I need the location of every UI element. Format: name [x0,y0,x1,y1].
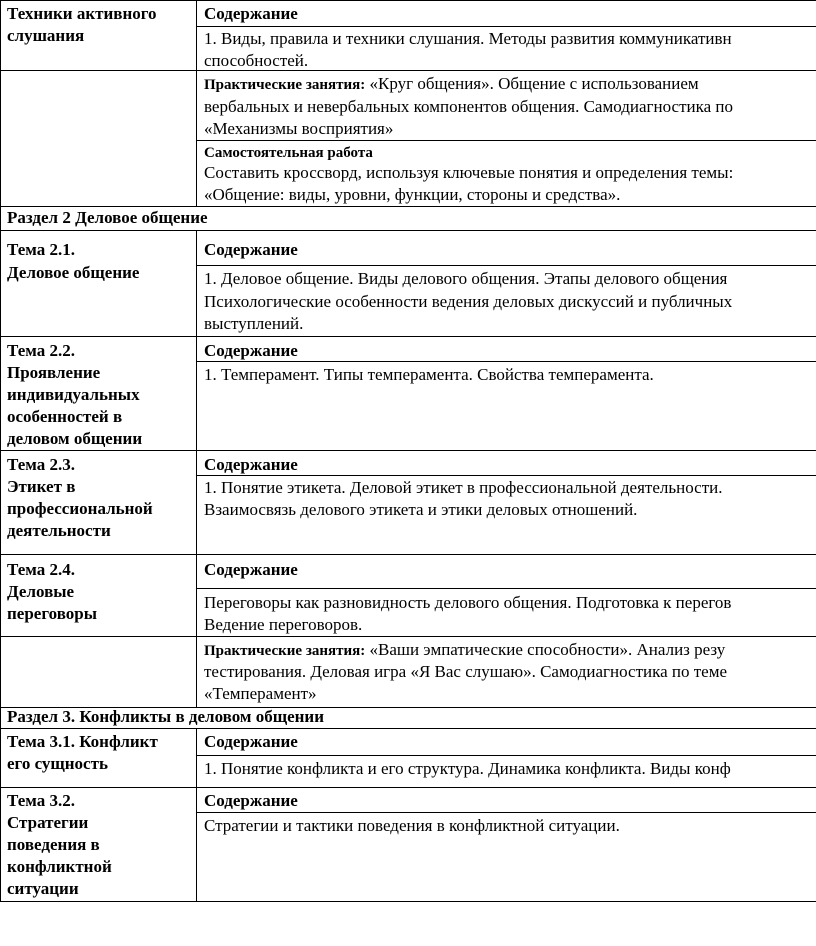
topic-title: ситуации [7,879,79,898]
topic-title: переговоры [7,604,98,623]
content-text: 1. Деловое общение. Виды делового общения. Этапы делового общения [204,269,728,288]
content-text: 1. Темперамент. Типы темперамента. Свойства темперамента. [204,365,654,384]
content-heading: Содержание [204,4,298,23]
topic-title: его сущность [7,754,108,773]
content-text: Взаимосвязь делового этикета и этики деловых отношений. [204,500,638,519]
practice-label: Практические занятия: [204,643,366,659]
content-text: 1. Понятие этикета. Деловой этикет в профессиональной деятельности. [204,478,723,497]
column-divider [196,336,197,450]
topic-title: Тема 3.1. Конфликт [7,732,158,751]
row-border [0,554,816,555]
topic-title: Тема 2.3. [7,455,75,474]
section-title: Раздел 2 Деловое общение [7,208,208,227]
independent-work-label: Самостоятельная работа [204,145,373,161]
practice-text: вербальных и невербальных компонентов общения. Самодиагностика по [204,97,733,116]
column-divider [196,554,197,707]
topic-title: Деловые [7,582,75,601]
content-text: выступлений. [204,314,304,333]
content-heading: Содержание [204,791,298,810]
topic-title: особенностей в [7,407,123,426]
cell-border [196,588,816,589]
row-border [0,70,816,71]
content-heading: Содержание [204,341,298,360]
cell-border [196,26,816,27]
column-divider [196,0,197,206]
topic-title: Этикет в [7,477,76,496]
practice-text: тестирования. Деловая игра «Я Вас слушаю». Самодиагностика по теме [204,662,728,681]
practice-text: «Механизмы восприятия» [204,119,394,138]
content-text: Переговоры как разновидность делового общения. Подготовка к перегов [204,593,732,612]
topic-title: конфликтной [7,857,112,876]
row-border [0,450,816,451]
independent-work-text: Составить кроссворд, используя ключевые понятия и определения темы: [204,163,734,182]
row-border [0,230,816,231]
content-heading: Содержание [204,455,298,474]
content-text: 1. Виды, правила и техники слушания. Методы развития коммуникативн [204,29,732,48]
topic-title: поведения в [7,835,100,854]
section-title: Раздел 3. Конфликты в деловом общении [7,707,324,726]
topic-title: индивидуальных [7,385,140,404]
cell-border [196,265,816,266]
content-text: способностей. [204,51,309,70]
cell-border [196,755,816,756]
column-divider [196,787,197,901]
content-heading: Содержание [204,240,298,259]
practice-line: Практические занятия: «Ваши эмпатические способности». Анализ резу [204,640,726,659]
topic-title: Стратегии [7,813,89,832]
topic-title: Деловое общение [7,263,140,282]
row-border [0,728,816,729]
row-border [0,0,816,1]
content-text: Стратегии и тактики поведения в конфликтной ситуации. [204,816,620,835]
row-border [0,336,816,337]
content-heading: Содержание [204,560,298,579]
content-heading: Содержание [204,732,298,751]
topic-title: Проявление [7,363,101,382]
column-divider [196,728,197,787]
practice-label: Практические занятия: [204,77,366,93]
row-border [0,636,816,637]
cell-border [196,140,816,141]
content-text: Психологические особенности ведения деловых дискуссий и публичных [204,292,733,311]
cell-border [196,475,816,476]
cell-border [196,812,816,813]
practice-line: Практические занятия: «Круг общения». Общение с использованием [204,74,699,93]
topic-title: профессиональной [7,499,153,518]
topic-title: Тема 2.1. [7,240,75,259]
topic-title: Тема 3.2. [7,791,75,810]
row-border [0,787,816,788]
topic-title: деятельности [7,521,111,540]
column-divider [196,230,197,336]
topic-title: Тема 2.4. [7,560,75,579]
column-divider [196,450,197,554]
content-text: 1. Понятие конфликта и его структура. Динамика конфликта. Виды конф [204,759,731,778]
topic-title: слушания [7,26,85,45]
content-text: Ведение переговоров. [204,615,363,634]
topic-title: Техники активного [7,4,157,23]
topic-title: Тема 2.2. [7,341,75,360]
independent-work-text: «Общение: виды, уровни, функции, стороны и средства». [204,185,621,204]
table-bottom-border [0,901,816,902]
cell-border [196,361,816,362]
practice-text: «Темперамент» [204,684,317,703]
topic-title: деловом общении [7,429,143,448]
